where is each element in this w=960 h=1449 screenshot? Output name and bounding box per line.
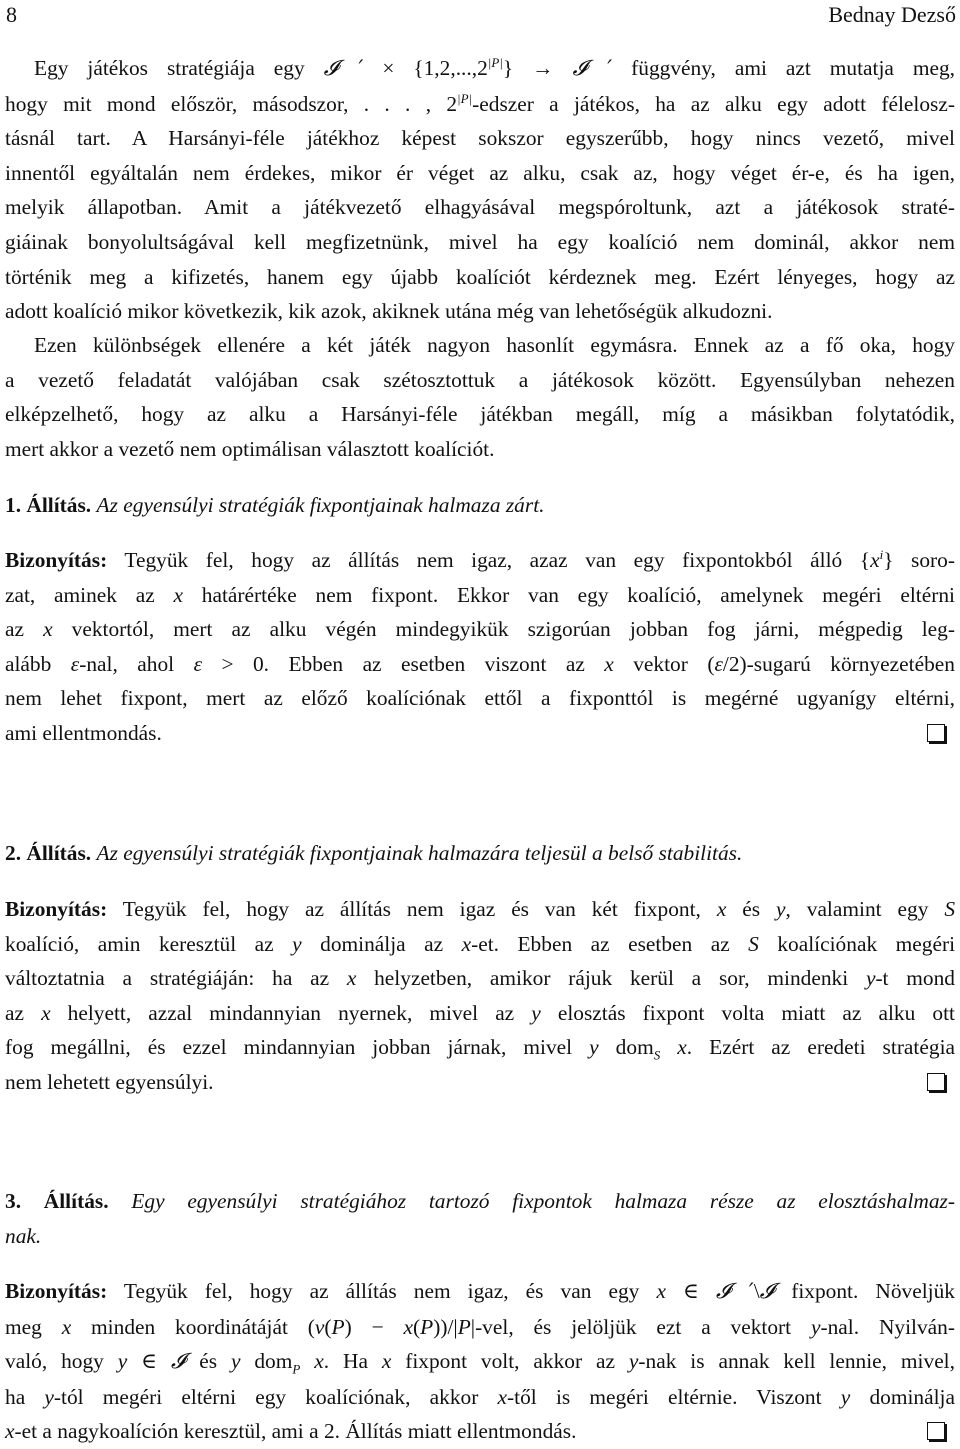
text-run: és xyxy=(185,1349,231,1374)
text-run: . Ezért az eredeti stratégia xyxy=(686,1035,956,1060)
claim-3 xyxy=(5,1184,955,1253)
page-header xyxy=(6,2,956,28)
text-line: nak. xyxy=(5,1223,42,1248)
math-variable: v xyxy=(314,1314,325,1339)
math-symbol: 𝓘 ′ xyxy=(715,1279,754,1304)
text-line: mert akkor a vezető nem optimálisan választott koalíciót. xyxy=(5,436,495,461)
math-variable: y xyxy=(230,1349,241,1374)
text-run: meg xyxy=(5,1314,62,1339)
math-variable: P xyxy=(420,1314,434,1339)
text-line xyxy=(5,836,955,871)
text-line: a vezető feladatát valójában csak szétosztottuk a játékosok között. Egyensúlyban nehezen xyxy=(5,367,955,392)
claim-label: 1. Állítás. xyxy=(5,493,92,517)
page-number: 8 xyxy=(6,2,17,27)
math-variable: x xyxy=(403,1314,414,1339)
qed-icon xyxy=(927,1073,945,1091)
text-line: tásnál tart. A Harsányi-féle játékhoz képest sokszor egyszerűbb, hogy nincs vezető, mivel xyxy=(5,126,955,151)
math-symbol: 𝓘 ′ xyxy=(323,56,364,81)
text-run: /2)-sugarú környezetében xyxy=(722,651,955,676)
proof-1 xyxy=(5,543,955,751)
text-run: koalíció, amin keresztül az xyxy=(5,931,293,956)
text-run: } → xyxy=(502,56,573,80)
text-run: változtatnia a stratégiáján: ha az xyxy=(5,966,347,991)
claim-statement: Az egyensúlyi stratégiák fixpontjainak halmaza zárt. xyxy=(96,493,545,517)
text-line xyxy=(5,1310,955,1345)
math-variable: x xyxy=(604,651,614,676)
math-variable: x xyxy=(461,931,472,956)
text-run: fog megállni, és ezzel mindannyian jobban járnak, mivel xyxy=(5,1035,590,1060)
proof-3 xyxy=(5,1274,955,1449)
math-variable: y xyxy=(628,1349,639,1374)
math-superscript: |P| xyxy=(457,90,473,106)
text-line: nem lehet fixpont, mert az előző koalíciónak ettől a fixponttól is megérné ugyanígy eltérni, xyxy=(5,686,955,711)
text-run: ha xyxy=(5,1384,45,1409)
text-run: } soro- xyxy=(883,548,955,572)
math-variable: y xyxy=(44,1384,54,1409)
text-line xyxy=(5,892,955,927)
qed-icon xyxy=(927,1422,945,1440)
text-run: hogy mit mond először, másodszor, . . . , 2 xyxy=(5,91,458,116)
math-variable: x xyxy=(381,1349,392,1374)
text-run: -nal. Nyilván- xyxy=(820,1314,955,1339)
proof-label: Bizonyítás: xyxy=(5,897,108,921)
math-variable: y xyxy=(810,1314,821,1339)
text-run: ami ellentmondás. xyxy=(5,720,162,745)
text-line xyxy=(5,961,955,996)
text-run: fixpont volt, akkor az xyxy=(391,1349,629,1374)
text-line xyxy=(5,87,955,122)
text-run: > 0. Ebben az esetben viszont az xyxy=(202,651,605,676)
text-run: × {1,2,...,2 xyxy=(363,56,488,80)
text-run: elosztás fixpont volta miatt az alku ott xyxy=(540,1000,955,1025)
math-variable: ε xyxy=(70,651,80,676)
text-line xyxy=(5,1065,955,1100)
paragraph-strategy-definition xyxy=(5,51,955,329)
math-variable: y xyxy=(531,1000,541,1025)
text-run: ) − xyxy=(344,1314,404,1339)
math-variable: y xyxy=(589,1035,599,1060)
math-variable: y xyxy=(865,966,876,991)
text-run: nem lehetett egyensúlyi. xyxy=(5,1069,214,1094)
text-run: helyzetben, amikor rájuk kerül a sor, mindenki xyxy=(356,966,866,991)
text-line xyxy=(5,543,955,578)
text-run: -t mond xyxy=(875,966,955,991)
text-run: . Ha xyxy=(323,1349,382,1374)
math-variable: y xyxy=(840,1384,851,1409)
paragraph-comparison xyxy=(5,328,955,466)
text-line xyxy=(5,996,955,1031)
text-line xyxy=(5,716,955,751)
math-variable: x xyxy=(716,897,727,921)
text-line: melyik állapotban. Amit a játékvezető elhagyásával megspóroltunk, azt a játékosok straté- xyxy=(5,195,955,220)
text-run: zat, aminek az xyxy=(5,582,174,607)
math-variable: x xyxy=(5,1419,15,1444)
text-run: határértéke nem fixpont. Ekkor van egy koalíció, amelynek megéri eltérni xyxy=(183,582,955,607)
math-variable: ε xyxy=(714,651,723,676)
text-line xyxy=(5,1030,955,1065)
text-run: -től is megéri eltérnie. Viszont xyxy=(507,1384,841,1409)
text-run xyxy=(300,1349,314,1373)
math-variable: P xyxy=(331,1314,345,1339)
text-run: -nak is annak kell lennie, mivel, xyxy=(638,1349,955,1374)
text-run: helyett, azzal mindannyian nyernek, mivel az xyxy=(50,1000,532,1025)
math-symbol: 𝓘 ′ xyxy=(572,56,613,81)
math-variable: S xyxy=(748,931,759,956)
text-line xyxy=(5,488,955,523)
text-line xyxy=(5,927,955,962)
text-line xyxy=(5,612,955,647)
text-run: ∈ xyxy=(665,1279,716,1303)
proof-label: Bizonyítás: xyxy=(5,1279,108,1303)
text-run: Egy játékos stratégiája egy xyxy=(34,56,324,80)
text-line xyxy=(5,578,955,613)
text-run: -et a nagykoalíción keresztül, ami a 2. Állítás miatt ellentmondás. xyxy=(14,1419,577,1444)
math-variable: x xyxy=(497,1384,508,1409)
text-line xyxy=(5,1344,955,1380)
claim-1 xyxy=(5,488,955,523)
text-run: fixpont. Növeljük xyxy=(774,1279,955,1303)
text-run: dominálja az xyxy=(301,931,462,956)
text-run: koalíciónak megéri xyxy=(758,931,956,956)
text-line xyxy=(5,1184,955,1219)
text-run: ( xyxy=(324,1314,332,1339)
proof-label: Bizonyítás: xyxy=(5,548,108,572)
text-line xyxy=(5,51,955,87)
text-line: innentől egyáltalán nem érdekes, mikor ér véget az alku, csak az, hogy véget ér-e, és ha igen, xyxy=(5,160,955,185)
math-symbol: 𝓘 xyxy=(759,1279,775,1304)
math-superscript: |P| xyxy=(487,54,503,70)
text-run: dom xyxy=(240,1349,293,1374)
text-run: -et. Ebben az esetben az xyxy=(471,931,749,956)
text-run: való, hogy xyxy=(5,1349,118,1374)
text-run: Tegyük fel, hogy az állítás nem igaz és van két fixpont, xyxy=(122,897,717,921)
text-run: ( xyxy=(413,1314,421,1339)
text-line: giáinak bonyolultságával kell megfizetnünk, mivel ha egy koalíció nem dominál, akkor nem xyxy=(5,229,955,254)
text-run: alább xyxy=(5,651,71,676)
text-run: |-vel, és jelöljük ezt a vektort xyxy=(470,1314,811,1339)
text-run: vektortól, mert az alku végén mindegyikük szigorúan jobban fog járni, mégpedig leg- xyxy=(52,617,955,642)
text-run: Tegyük fel, hogy az állítás nem igaz, és van egy xyxy=(123,1279,657,1303)
math-symbol: 𝓘 xyxy=(170,1349,186,1375)
text-run: az xyxy=(5,617,44,642)
text-run: -edszer a játékos, ha az alku egy adott félelosz- xyxy=(472,91,956,116)
text-run: dominálja xyxy=(850,1384,955,1409)
math-variable: S xyxy=(944,897,956,921)
claim-statement: Egy egyensúlyi stratégiához tartozó fixpontok halmaza része az elosztáshalmaz- xyxy=(131,1189,955,1213)
math-variable: x xyxy=(61,1314,72,1339)
text-run xyxy=(660,1035,677,1059)
text-run: és xyxy=(726,897,776,921)
math-subscript: P xyxy=(292,1361,301,1377)
math-variable: x xyxy=(346,966,357,991)
qed-icon xyxy=(927,724,945,742)
math-variable: y xyxy=(292,931,302,956)
math-variable: x xyxy=(870,548,880,572)
text-run: ∈ xyxy=(127,1349,171,1374)
text-run: ))/| xyxy=(433,1314,458,1339)
text-run: dom xyxy=(598,1035,654,1060)
proof-2 xyxy=(5,892,955,1100)
math-variable: x xyxy=(656,1279,666,1303)
text-run: az xyxy=(5,1000,42,1025)
claim-label: 3. Állítás. xyxy=(5,1189,109,1213)
claim-statement: Az egyensúlyi stratégiák fixpontjainak halmazára teljesül a belső stabilitás. xyxy=(96,841,743,865)
text-line: adott koalíció mikor következik, kik azok, akiknek utána még van lehetőségük alkudozni. xyxy=(5,299,773,324)
math-variable: ε xyxy=(193,651,202,676)
math-variable: x xyxy=(677,1035,687,1060)
math-variable: x xyxy=(173,582,183,607)
text-run: , valamint egy xyxy=(785,897,945,921)
math-superscript: i xyxy=(879,546,884,562)
math-variable: x xyxy=(314,1349,324,1374)
text-line: Ezen különbségek ellenére a két játék nagyon hasonlít egymásra. Ennek az a fő oka, hogy xyxy=(34,333,955,357)
text-line xyxy=(5,1274,955,1310)
math-variable: x xyxy=(41,1000,51,1025)
math-variable: P xyxy=(457,1314,471,1339)
math-variable: y xyxy=(775,897,786,921)
text-line xyxy=(5,647,955,682)
text-run: -nal, ahol xyxy=(79,651,194,676)
text-line: elképzelhető, hogy az alku a Harsányi-féle játékban megáll, míg a másikban folytatódik, xyxy=(5,402,955,427)
text-run: függvény, ami azt mutatja meg, xyxy=(612,56,956,80)
math-variable: x xyxy=(43,617,53,642)
math-subscript: S xyxy=(653,1047,661,1063)
running-head-author: Bednay Dezső xyxy=(828,2,956,27)
text-line: történik meg a kifizetés, hanem egy újabb koalíciót kérdeznek meg. Ezért lényeges, hogy az xyxy=(5,264,955,289)
text-run: vektor ( xyxy=(613,651,715,676)
claim-2 xyxy=(5,836,955,871)
text-line xyxy=(5,1414,955,1449)
text-run: Tegyük fel, hogy az állítás nem igaz, azaz van egy fixpontokból álló { xyxy=(124,548,871,572)
claim-label: 2. Állítás. xyxy=(5,841,92,865)
math-variable: y xyxy=(117,1349,128,1374)
text-run: minden koordinátáját ( xyxy=(71,1314,315,1339)
text-run: -tól megéri eltérni egy koalíciónak, akkor xyxy=(53,1384,498,1409)
text-line xyxy=(5,1380,955,1415)
text-run: \ xyxy=(753,1279,760,1303)
